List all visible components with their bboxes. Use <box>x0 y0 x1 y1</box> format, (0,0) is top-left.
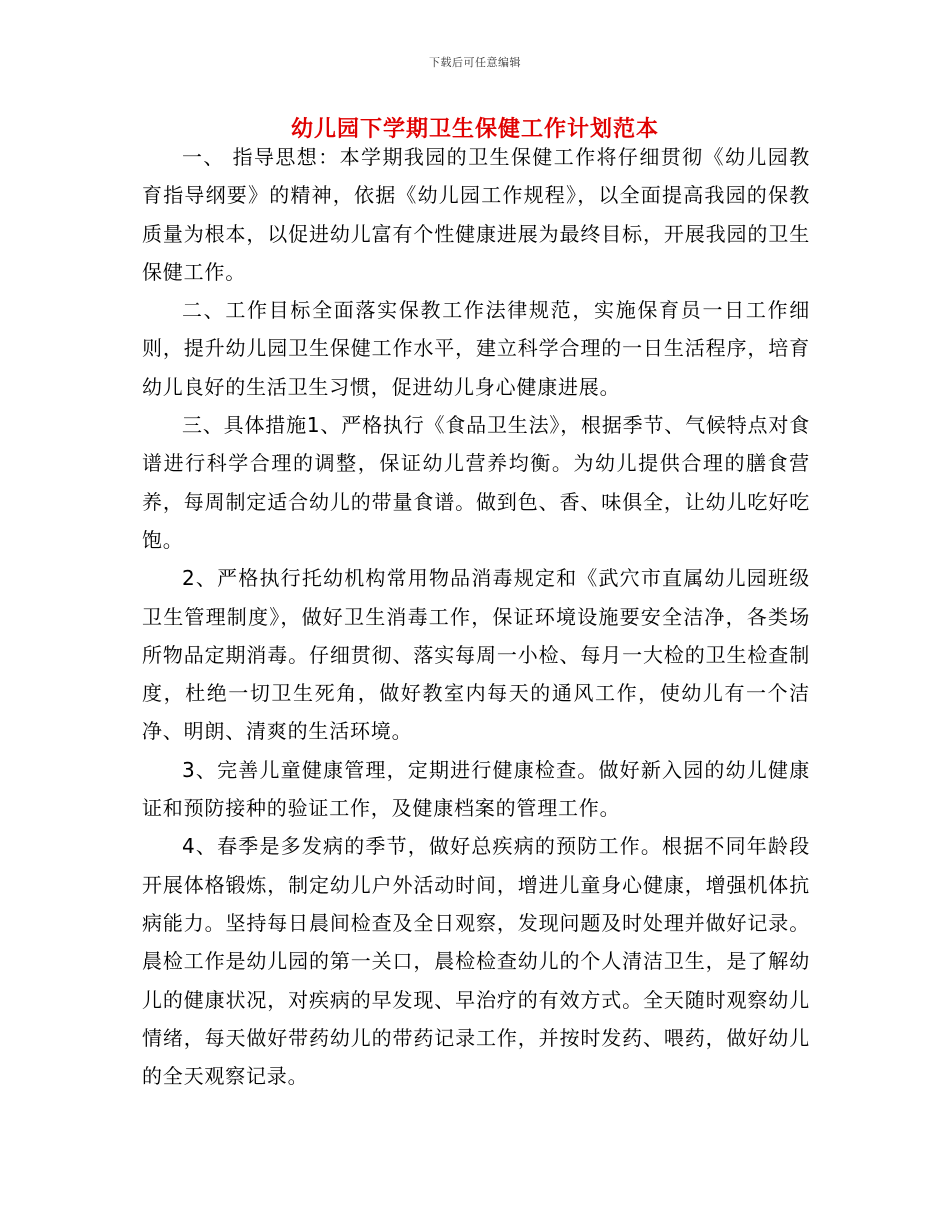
paragraph-work-goals: 二、工作目标全面落实保教工作法律规范，实施保育员一日工作细则，提升幼儿园卫生保健工作水平，建立科学合理的一日生活程序，培育幼儿良好的生活卫生习惯，促进幼儿身心健康进展。 <box>142 298 810 399</box>
paragraph-measure-4: 4、春季是多发病的季节，做好总疾病的预防工作。根据不同年龄段开展体格锻炼，制定幼儿户外活动时间，增进儿童身心健康，增强机体抗病能力。坚持每日晨间检查及全日观察，发现问题及时处理并做好记录。晨检工作是幼儿园的第一关口，晨检检查幼儿的个人清洁卫生，是了解幼儿的健康状况，对疾病的早发现、早治疗的有效方式。全天随时观察幼儿情绪，每天做好带药幼儿的带药记录工作，并按时发药、喂药，做好幼儿的全天观察记录。 <box>142 834 810 1089</box>
paragraph-measure-1: 三、具体措施1、严格执行《食品卫生法》，根据季节、气候特点对食谱进行科学合理的调整，保证幼儿营养均衡。为幼儿提供合理的膳食营养，每周制定适合幼儿的带量食谱。做到色、香、味俱全，让幼儿吃好吃饱。 <box>142 413 810 552</box>
header-note: 下载后可任意编辑 <box>429 56 521 69</box>
document-body <box>142 138 810 1095</box>
document-title: 幼儿园下学期卫生保健工作计划范本 <box>290 116 659 142</box>
paragraph-guiding-thought: 一、 指导思想：本学期我园的卫生保健工作将仔细贯彻《幼儿园教育指导纲要》的精神，依据《幼儿园工作规程》，以全面提高我园的保教质量为根本，以促进幼儿富有个性健康进展为最终目标，开展我园的卫生保健工作。 <box>142 145 810 284</box>
paragraph-measure-3: 3、完善儿童健康管理，定期进行健康检查。做好新入园的幼儿健康证和预防接种的验证工作，及健康档案的管理工作。 <box>142 757 810 821</box>
paragraph-measure-2: 2、严格执行托幼机构常用物品消毒规定和《武穴市直属幼儿园班级卫生管理制度》，做好卫生消毒工作，保证环境设施要安全洁净，各类场所物品定期消毒。仔细贯彻、落实每周一小检、每月一大检的卫生检查制度，杜绝一切卫生死角，做好教室内每天的通风工作，使幼儿有一个洁净、明朗、清爽的生活环境。 <box>142 566 810 744</box>
